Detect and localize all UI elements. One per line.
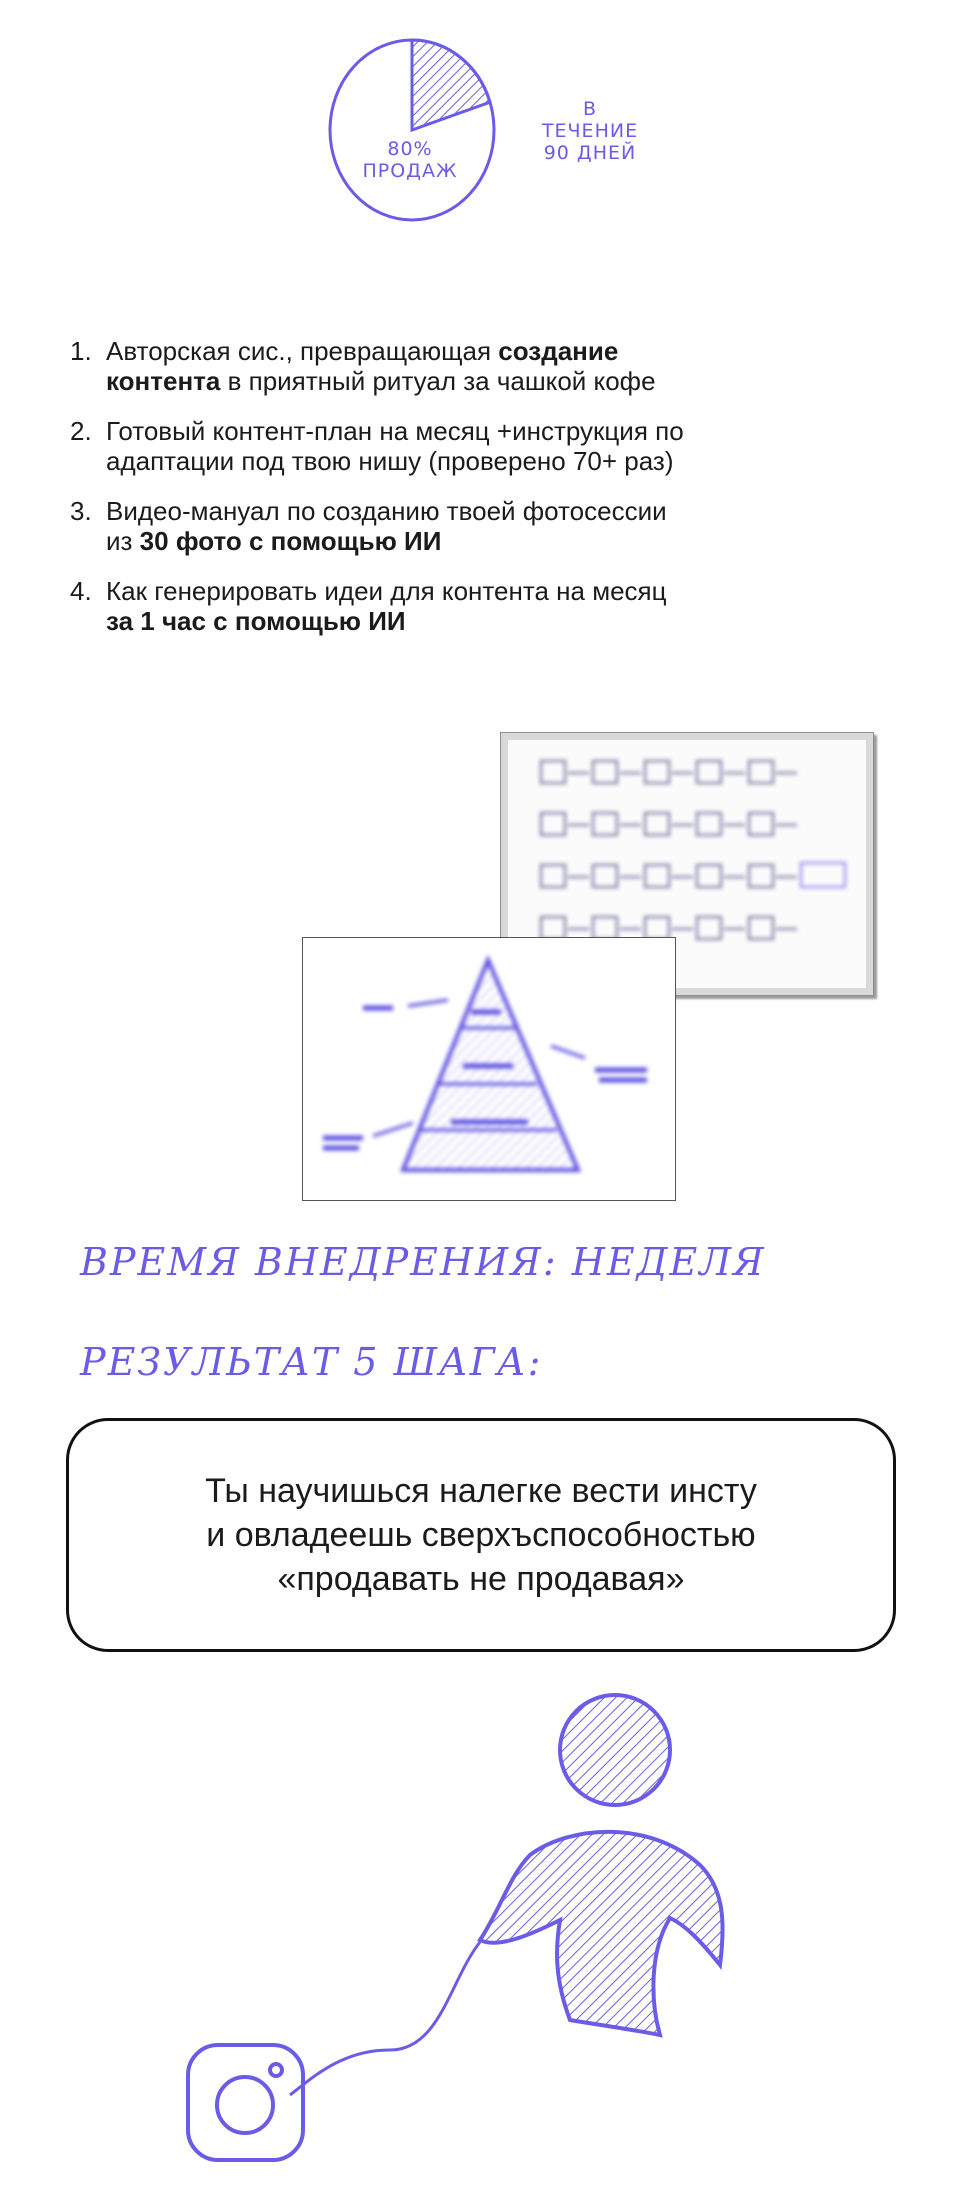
result-line: Ты научишься налегке вести инсту <box>205 1472 757 1510</box>
flow-node <box>749 813 773 835</box>
period-line-1: В <box>582 98 598 120</box>
flow-node <box>697 813 721 835</box>
feature-number: 4. <box>70 576 92 606</box>
flow-node <box>645 865 669 887</box>
flow-node <box>645 761 669 783</box>
period-label <box>530 98 650 164</box>
feature-text: Авторская сис., превращающая <box>106 336 499 366</box>
figure-illustration <box>180 1680 740 2170</box>
period-line-2: ТЕЧЕНИЕ <box>541 120 639 142</box>
feature-list <box>70 336 690 656</box>
flow-node <box>645 813 669 835</box>
result-box <box>66 1418 896 1652</box>
pie-label <box>350 138 470 182</box>
period-line-3: 90 ДНЕЙ <box>543 142 637 164</box>
pyramid-sketch <box>303 938 675 1200</box>
flow-node <box>593 865 617 887</box>
pie-chart-sketch <box>320 30 510 230</box>
flow-node <box>593 761 617 783</box>
feature-number: 1. <box>70 336 92 366</box>
flow-node <box>697 865 721 887</box>
feature-highlight: 30 фото с помощью ИИ <box>139 526 442 556</box>
flow-node <box>541 813 565 835</box>
instagram-icon <box>188 2045 303 2160</box>
result-line: «продавать не продавая» <box>277 1560 685 1598</box>
flow-node <box>749 761 773 783</box>
feature-item <box>70 576 690 636</box>
cable-line <box>290 1942 480 2095</box>
result-line: и овладеешь сверхъспособностью <box>206 1516 756 1554</box>
pie-value: 80% <box>387 138 433 160</box>
flow-node <box>541 917 565 939</box>
flow-node <box>593 813 617 835</box>
feature-number: 3. <box>70 496 92 526</box>
person-sketch <box>480 1695 723 2035</box>
result-text <box>205 1469 757 1601</box>
feature-highlight: за 1 час с помощью ИИ <box>106 606 406 636</box>
feature-highlight: создание контента <box>106 336 619 396</box>
feature-text: в приятный ритуал за чашкой кофе <box>220 366 656 396</box>
feature-item <box>70 496 690 556</box>
flow-node <box>541 865 565 887</box>
feature-item <box>70 416 690 476</box>
feature-number: 2. <box>70 416 92 446</box>
flow-node <box>749 865 773 887</box>
implementation-time-heading: ВРЕМЯ ВНЕДРЕНИЯ: НЕДЕЛЯ <box>80 1240 766 1284</box>
flow-node <box>541 761 565 783</box>
flow-node <box>593 917 617 939</box>
flow-node <box>697 761 721 783</box>
pie-caption: ПРОДАЖ <box>362 160 458 182</box>
pie-slice <box>412 40 490 130</box>
flow-node <box>749 917 773 939</box>
feature-text: Видео-мануал по созданию твоей фотосессии из <box>106 496 667 556</box>
result-heading: РЕЗУЛЬТАТ 5 ШАГА: <box>80 1340 543 1384</box>
pyramid-screenshot <box>302 937 676 1201</box>
flow-node <box>801 863 845 887</box>
flow-node <box>697 917 721 939</box>
feature-item <box>70 336 690 396</box>
flow-node <box>645 917 669 939</box>
feature-text: Как генерировать идеи для контента на месяц <box>106 576 667 606</box>
feature-text: Готовый контент-план на месяц +инструкция по адаптации под твою нишу (проверено 70+ раз) <box>106 416 684 476</box>
